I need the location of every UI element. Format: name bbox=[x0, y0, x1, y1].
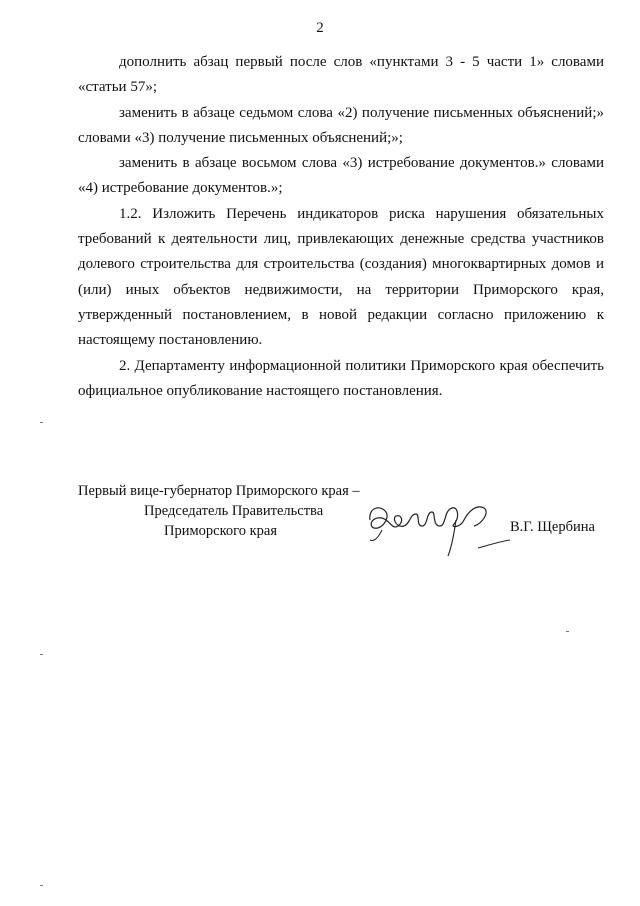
margin-mark bbox=[40, 654, 43, 655]
paragraph-amend-article-57: дополнить абзац первый после слов «пунктами 3 - 5 части 1» словами «статьи 57»; bbox=[78, 54, 604, 96]
paragraph-item-1-2: 1.2. Изложить Перечень индикаторов риска нарушения обязательных требований к деятельности лиц, привлекающих денежные средства участников долевого строительства для строительства (создания) многоквартирных домов и (или) иных объектов недвижимости, на территории Приморского края, утвержденный постановлением, в новой редакции согласно приложению к настоящему постановлению. bbox=[78, 205, 604, 349]
paragraph-replace-eighth: заменить в абзаце восьмом слова «3) истребование документов.» словами «4) истребование документов.»; bbox=[78, 155, 604, 197]
margin-mark bbox=[40, 885, 43, 886]
signatory-title-line2: Председатель Правительства bbox=[144, 503, 324, 519]
document-body bbox=[78, 50, 604, 404]
signatory-title-line1: Первый вице-губернатор Приморского края – bbox=[78, 483, 360, 499]
signatory-title-line3: Приморского края bbox=[164, 523, 278, 539]
margin-mark bbox=[566, 631, 569, 632]
signatory-name: В.Г. Щербина bbox=[510, 519, 595, 535]
paragraph-replace-seventh: заменить в абзаце седьмом слова «2) получение письменных объяснений;» словами «3) получение письменных объяснений;»; bbox=[78, 104, 604, 146]
margin-mark bbox=[40, 422, 43, 423]
page-number: 2 bbox=[316, 20, 324, 36]
paragraph-item-2: 2. Департаменту информационной политики Приморского края обеспечить официальное опубликование настоящего постановления. bbox=[78, 357, 604, 399]
handwritten-signature bbox=[360, 490, 520, 570]
